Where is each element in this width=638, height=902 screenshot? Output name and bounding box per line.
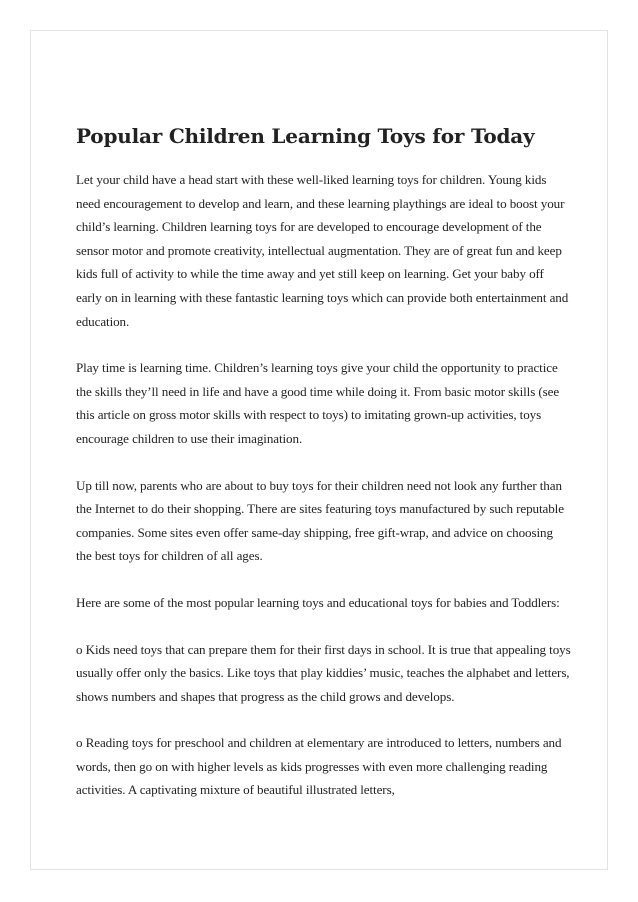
document-page — [30, 30, 608, 870]
paragraph: o Reading toys for preschool and children at elementary are introduced to letters, numbers and words, then go on with higher levels as kids progresses with even more challenging reading activities. A captivating mixture of beautiful illustrated letters, — [76, 735, 562, 798]
article-title: Popular Children Learning Toys for Today — [76, 124, 535, 148]
paragraph: o Kids need toys that can prepare them for their first days in school. It is true that appealing toys usually offer only the basics. Like toys that play kiddies’ music, teaches the alphabet and letters, shows numbers and shapes that progress as the child grows and develops. — [76, 641, 571, 704]
article-body — [76, 123, 571, 825]
paragraph: Let your child have a head start with these well-liked learning toys for children. Young kids need encouragement to develop and learn, and these learning playthings are ideal to boost your child’s learning. Children learning toys for are developed to encourage development of the sensor motor and promote creativity, intellectual augmentation. They are of great fun and keep kids full of activity to while the time away and yet still keep on learning. Get your baby off early on in learning with these fantastic learning toys which can provide both entertainment and education. — [76, 172, 569, 329]
paragraph: Up till now, parents who are about to buy toys for their children need not look any further than the Internet to do their shopping. There are sites featuring toys manufactured by such reputable companies. Some sites even offer same-day shipping, free gift-wrap, and advice on choosing the best toys for children of all ages. — [76, 477, 564, 564]
paragraph: Play time is learning time. Children’s learning toys give your child the opportunity to practice the skills they’ll need in life and have a good time while doing it. From basic motor skills (see this article on gross motor skills with respect to toys) to imitating grown-up activities, toys encourage children to use their imagination. — [76, 360, 560, 446]
paragraph: Here are some of the most popular learning toys and educational toys for babies and Toddlers: — [76, 594, 560, 610]
